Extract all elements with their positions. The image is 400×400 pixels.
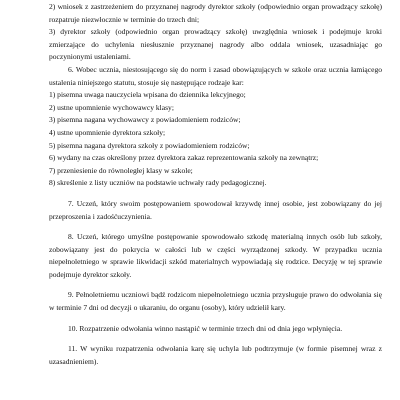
paragraph-8: 8. Uczeń, którego umyślne postępowanie spowodowało szkodę materialną innych osób lub szkoły, zobowiązany jest do pokrycia w całości lub w części wyrządzonej szkody. W przypadku ucznia niepełnoletniego w sprawie likwidacji szkód materialnych wypowiadają się rodzice. Decyzję w tej sprawie podejmuje dyrektor szkoły. — [49, 232, 382, 279]
penalty-item: 4) ustne upomnienie dyrektora szkoły; — [49, 127, 166, 137]
penalty-item: 6) wydany na czas określony przez dyrektora zakaz reprezentowania szkoły na zewnątrz; — [49, 153, 319, 163]
penalty-item: 1) pisemna uwaga nauczyciela wpisana do dziennika lekcyjnego; — [49, 90, 246, 100]
paragraph-10: 10. Rozpatrzenie odwołania winno nastąpić w terminie trzech dni od dnia jego wpłynięcia. — [68, 323, 343, 333]
paragraph-11: 11. W wyniku rozpatrzenia odwołania karę się uchyla lub podtrzymuje (w formie pisemnej wraz z uzasadnieniem). — [49, 344, 382, 366]
paragraph-2: 2) wniosek z zastrzeżeniem do przyznanej nagrody dyrektor szkoły (odpowiednio organ prowadzący szkołę) rozpatruje niezwłocznie w terminie do trzech dni; — [49, 2, 382, 24]
penalty-item: 5) pisemna nagana dyrektora szkoły z powiadomieniem rodziców; — [49, 140, 250, 150]
paragraph-9: 9. Pełnoletniemu uczniowi bądź rodzicom niepełnoletniego ucznia przysługuje prawo do odwołania się w terminie 7 dni od decyzji o ukaraniu, do organu (osoby), który udzielił kary. — [49, 290, 382, 313]
penalty-list — [49, 89, 382, 190]
paragraph-6: 6. Wobec ucznia, niestosującego się do norm i zasad obowiązujących w szkole oraz ucznia łamiącego ustalenia niniejszego statutu, stosuje się następujące rodzaje kar: — [49, 64, 382, 87]
penalty-item: 7) przeniesienie do równoległej klasy w szkole; — [49, 165, 193, 175]
paragraph-7: 7. Uczeń, który swoim postępowaniem spowodował krzywdę innej osobie, jest zobowiązany do jej przeproszenia i zadośćuczynienia. — [49, 198, 382, 221]
penalty-item: 3) pisemna nagana wychowawcy z powiadomieniem rodziców; — [49, 115, 241, 125]
penalty-item: 8) skreślenie z listy uczniów na podstawie uchwały rady pedagogicznej. — [49, 178, 267, 188]
paragraph-3: 3) dyrektor szkoły (odpowiednio organ prowadzący szkołę) uwzględnia wniosek i podejmuje kroki zmierzające do uchylenia niesłusznie przyznanej nagrody albo oddala wniosek, uzasadniając go poczynionymi ustaleniami. — [49, 27, 382, 62]
penalty-item: 2) ustne upomnienie wychowawcy klasy; — [49, 102, 174, 112]
